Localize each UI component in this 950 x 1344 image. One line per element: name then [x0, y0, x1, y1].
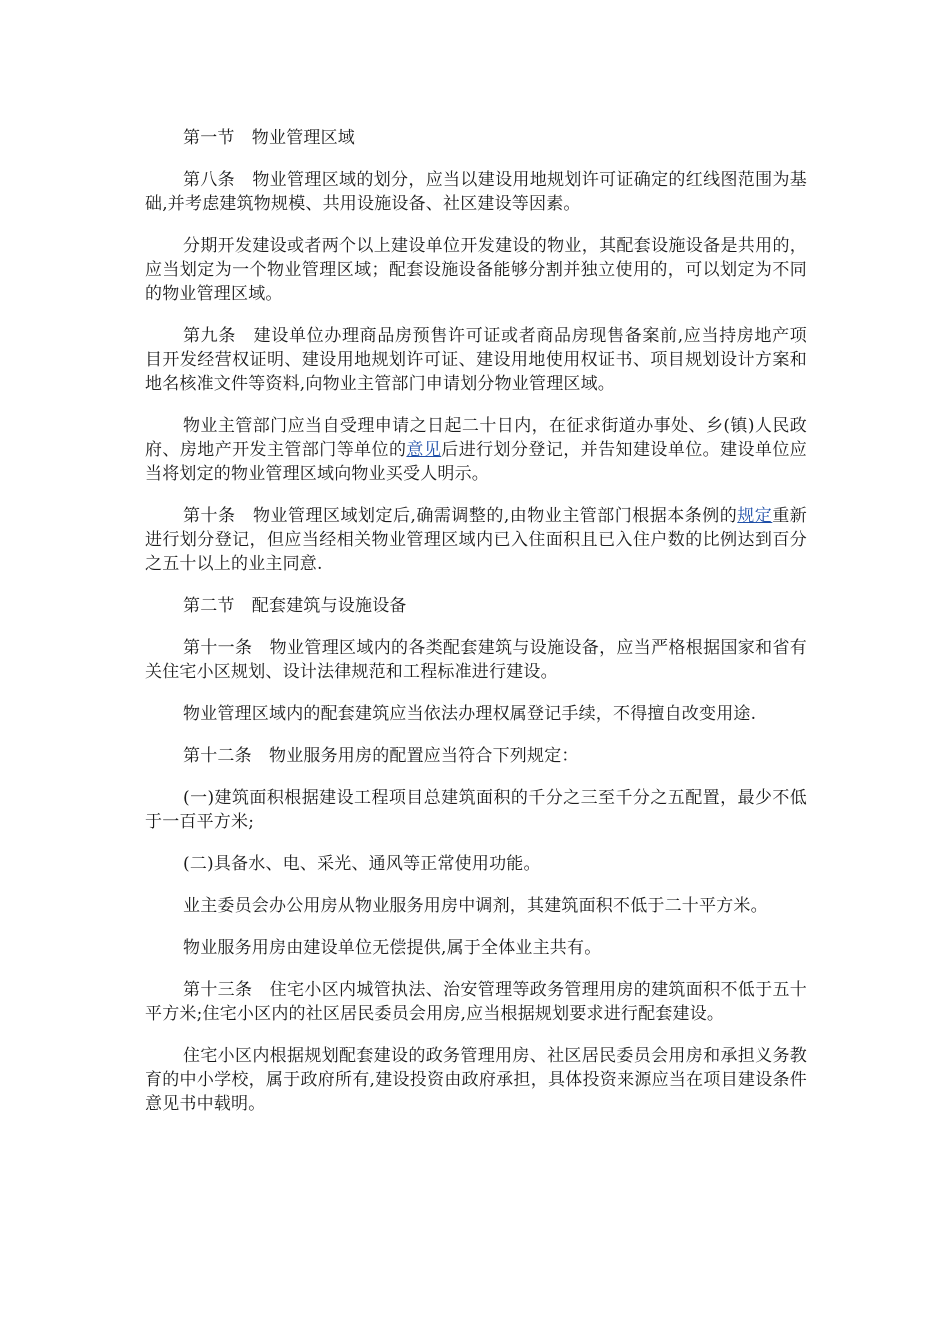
- article-12-paragraph-4: 物业服务用房由建设单位无偿提供,属于全体业主共有。: [183, 938, 602, 958]
- article-8-paragraph-2: 分期开发建设或者两个以上建设单位开发建设的物业，其配套设施设备是共用的，应当划定为一个物业管理区域；配套设施设备能够分割并独立使用的，可以划定为不同的物业管理区域。: [145, 236, 807, 304]
- article-11: 第十一条 物业管理区域内的各类配套建筑与设施设备，应当严格根据国家和省有关住宅小区规划、设计法律规范和工程标准进行建设。: [145, 638, 807, 682]
- text-span: 物业主管部门应当自受理申请之日起二十日内，在征求街道办事处、乡(镇)人民政府、房地产开发主管部门等单位的: [145, 416, 807, 460]
- section-heading-2: 第二节 配套建筑与设施设备: [183, 596, 407, 616]
- section-heading-1: 第一节 物业管理区域: [183, 128, 355, 148]
- article-13-paragraph-2: 住宅小区内根据规划配套建设的政务管理用房、社区居民委员会用房和承担义务教育的中小学校，属于政府所有,建设投资由政府承担，具体投资来源应当在项目建设条件意见书中载明。: [145, 1046, 807, 1114]
- article-9-paragraph-2: [145, 414, 807, 486]
- regulation-link[interactable]: 规定: [737, 506, 773, 526]
- article-12: 第十二条 物业服务用房的配置应当符合下列规定：: [183, 746, 579, 766]
- article-13: 第十三条 住宅小区内城管执法、治安管理等政务管理用房的建筑面积不低于五十平方米;住宅小区内的社区居民委员会用房,应当根据规划要求进行配套建设。: [145, 980, 807, 1024]
- article-9: 第九条 建设单位办理商品房预售许可证或者商品房现售备案前,应当持房地产项目开发经营权证明、建设用地规划许可证、建设用地使用权证书、项目规划设计方案和地名核准文件等资料,向物业主管部门申请划分物业管理区域。: [145, 326, 807, 394]
- text-span: 第十条 物业管理区域划定后,确需调整的,由物业主管部门根据本条例的: [183, 506, 738, 526]
- opinion-link[interactable]: 意见: [406, 440, 442, 460]
- article-10: [145, 504, 807, 576]
- article-11-paragraph-2: 物业管理区域内的配套建筑应当依法办理权属登记手续，不得擅自改变用途.: [183, 704, 757, 724]
- article-12-paragraph-3: 业主委员会办公用房从物业服务用房中调剂，其建筑面积不低于二十平方米。: [183, 896, 768, 916]
- article-12-item-1: (一)建筑面积根据建设工程项目总建筑面积的千分之三至千分之五配置，最少不低于一百平方米;: [145, 788, 807, 832]
- article-8: 第八条 物业管理区域的划分，应当以建设用地规划许可证确定的红线图范围为基础,并考虑建筑物规模、共用设施设备、社区建设等因素。: [145, 170, 807, 214]
- article-12-item-2: (二)具备水、电、采光、通风等正常使用功能。: [183, 854, 541, 874]
- text-span: 后进行划分登记，并告知建设单位。建设单位应当将划定的物业管理区域向物业买受人明示。: [145, 440, 808, 484]
- document-page: [145, 126, 807, 1134]
- text-span: 重新进行划分登记，但应当经相关物业管理区域内已入住面积且已入住户数的比例达到百分之五十以上的业主同意.: [145, 506, 807, 574]
